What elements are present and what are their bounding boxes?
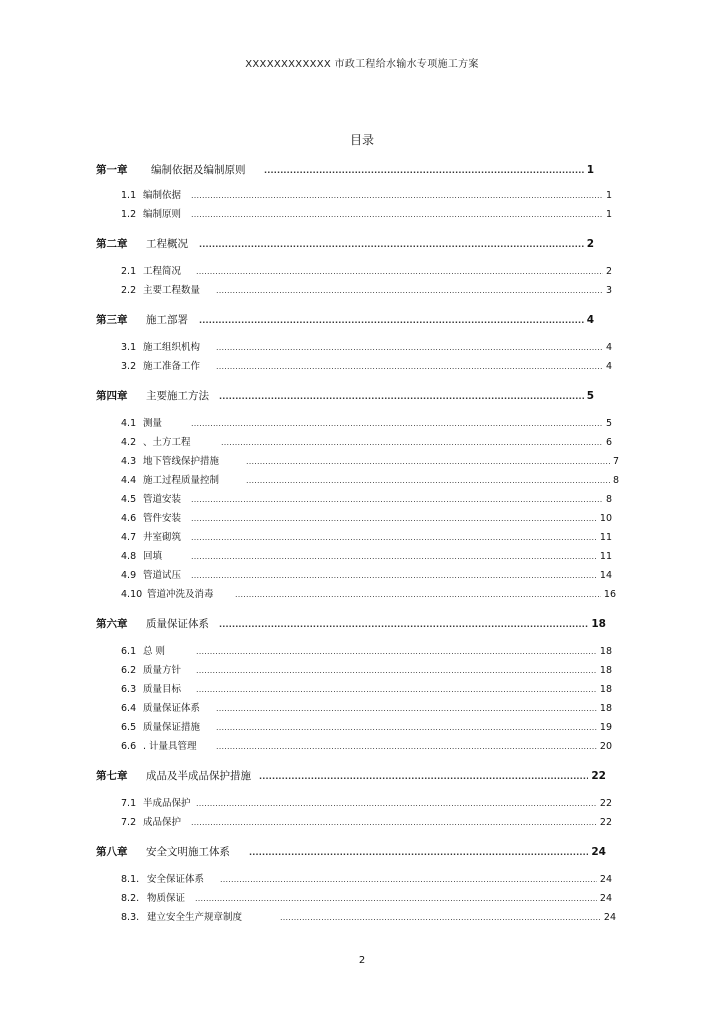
toc-section-entry[interactable] (121, 721, 612, 735)
dot-leader (216, 702, 597, 716)
toc-entry-number: 第一章 (96, 164, 128, 176)
toc-section-entry[interactable] (121, 702, 612, 716)
toc-entry-page: 22 (591, 770, 606, 782)
toc-section-entry[interactable] (121, 816, 612, 830)
toc-entry-label: 质量目标 (143, 684, 182, 695)
dot-leader (191, 550, 597, 564)
toc-section-entry[interactable] (121, 664, 612, 678)
toc-entry-number: 第六章 (96, 618, 128, 630)
toc-entry-label: 管道试压 (143, 570, 182, 581)
dot-leader (196, 683, 597, 697)
toc-entry-number: 4.3 (121, 456, 137, 467)
dot-leader (216, 740, 597, 754)
toc-section-entry[interactable] (121, 417, 612, 431)
toc-entry-label: 物质保证 (147, 893, 186, 904)
dot-leader (191, 189, 603, 203)
dot-leader (191, 569, 597, 583)
dot-leader (196, 645, 597, 659)
dot-leader (216, 341, 603, 355)
toc-entry-number: 8.1. (121, 874, 140, 885)
toc-entry-number: 8.2. (121, 893, 140, 904)
dot-leader (195, 892, 597, 906)
toc-entry-label: 主要工程数量 (143, 285, 201, 296)
toc-section-entry[interactable] (121, 873, 612, 887)
toc-section-entry[interactable] (121, 588, 616, 602)
toc-section-entry[interactable] (121, 683, 612, 697)
dot-leader (246, 455, 610, 469)
dot-leader (219, 618, 588, 632)
toc-entry-number: 4.7 (121, 532, 137, 543)
toc-section-entry[interactable] (121, 797, 612, 811)
dot-leader (259, 770, 588, 784)
dot-leader (191, 512, 597, 526)
toc-entry-page: 19 (599, 722, 612, 733)
dot-leader (191, 417, 603, 431)
toc-entry-number: 7.2 (121, 817, 137, 828)
toc-entry-label: 地下管线保护措施 (143, 456, 220, 467)
toc-entry-number: 4.2 (121, 437, 137, 448)
toc-section-entry[interactable] (121, 493, 612, 507)
dot-leader (249, 846, 588, 860)
toc-entry-number: 6.3 (121, 684, 137, 695)
toc-entry-label: 安全保证体系 (147, 874, 205, 885)
toc-entry-page: 5 (586, 390, 594, 402)
toc-chapter-entry[interactable] (96, 617, 606, 631)
dot-leader (191, 816, 597, 830)
toc-section-entry[interactable] (121, 911, 616, 925)
toc-entry-number: 第二章 (96, 238, 128, 250)
toc-entry-page: 5 (605, 418, 612, 429)
toc-entry-page: 18 (599, 646, 612, 657)
dot-leader (196, 265, 603, 279)
toc-section-entry[interactable] (121, 189, 612, 203)
dot-leader (280, 911, 601, 925)
toc-entry-label: 总 则 (143, 646, 166, 657)
toc-entry-number: 4.9 (121, 570, 137, 581)
toc-entry-number: 第三章 (96, 314, 128, 326)
toc-entry-label: 质量保证体系 (143, 703, 201, 714)
dot-leader (191, 531, 597, 545)
toc-entry-number: 2.2 (121, 285, 137, 296)
toc-entry-number: 第四章 (96, 390, 128, 402)
toc-entry-page: 3 (605, 285, 612, 296)
toc-entry-number: 3.2 (121, 361, 137, 372)
toc-entry-number: 1.2 (121, 209, 137, 220)
toc-entry-page: 18 (599, 703, 612, 714)
toc-entry-number: 4.5 (121, 494, 137, 505)
toc-entry-label: 安全文明施工体系 (146, 846, 230, 858)
dot-leader (219, 390, 584, 404)
toc-entry-label: 工程简况 (143, 266, 182, 277)
toc-entry-label: . 计量具管理 (143, 741, 197, 752)
dot-leader (196, 664, 597, 678)
toc-entry-label: 回填 (143, 551, 163, 562)
toc-chapter-entry[interactable] (96, 237, 594, 251)
toc-entry-label: 质量方针 (143, 665, 182, 676)
toc-entry-number: 4.8 (121, 551, 137, 562)
toc-entry-number: 6.4 (121, 703, 137, 714)
toc-entry-label: 编制依据 (143, 190, 182, 201)
toc-title: 目录 (349, 133, 374, 147)
toc-entry-number: 4.6 (121, 513, 137, 524)
toc-section-entry[interactable] (121, 455, 619, 469)
toc-entry-number: 3.1 (121, 342, 137, 353)
toc-entry-page: 16 (603, 589, 616, 600)
toc-entry-page: 4 (605, 342, 612, 353)
toc-chapter-entry[interactable] (96, 163, 594, 177)
dot-leader (216, 284, 603, 298)
toc-entry-label: 测量 (143, 418, 163, 429)
toc-entry-label: 管件安装 (143, 513, 182, 524)
toc-entry-page: 20 (599, 741, 612, 752)
toc-entry-number: 4.1 (121, 418, 137, 429)
toc-entry-number: 2.1 (121, 266, 137, 277)
dot-leader (191, 208, 603, 222)
toc-entry-page: 2 (605, 266, 612, 277)
dot-leader (221, 436, 603, 450)
toc-section-entry[interactable] (121, 341, 612, 355)
dot-leader (191, 493, 603, 507)
toc-entry-label: 编制依据及编制原则 (151, 164, 246, 176)
toc-entry-label: 井室砌筑 (143, 532, 182, 543)
toc-entry-page: 22 (599, 798, 612, 809)
toc-entry-number: 第八章 (96, 846, 128, 858)
toc-entry-label: 管道冲洗及消毒 (147, 589, 214, 600)
toc-section-entry[interactable] (121, 360, 612, 374)
toc-section-entry[interactable] (121, 265, 612, 279)
toc-entry-page: 18 (599, 684, 612, 695)
toc-entry-page: 24 (599, 893, 612, 904)
toc-entry-page: 24 (591, 846, 606, 858)
toc-entry-label: 施工过程质量控制 (143, 475, 220, 486)
toc-entry-page: 1 (586, 164, 594, 176)
toc-entry-number: 4.4 (121, 475, 137, 486)
toc-entry-page: 8 (612, 475, 619, 486)
toc-section-entry[interactable] (121, 474, 619, 488)
page-header: XXXXXXXXXXXX 市政工程给水输水专项施工方案 (245, 59, 479, 70)
toc-entry-label: 质量保证措施 (143, 722, 201, 733)
toc-entry-label: 建立安全生产规章制度 (147, 912, 243, 923)
toc-section-entry[interactable] (121, 436, 612, 450)
toc-section-entry[interactable] (121, 208, 612, 222)
toc-entry-page: 18 (599, 665, 612, 676)
toc-entry-page: 18 (591, 618, 606, 630)
toc-entry-page: 11 (599, 551, 612, 562)
toc-entry-page: 24 (599, 874, 612, 885)
dot-leader (196, 797, 597, 811)
toc-entry-label: 成品保护 (143, 817, 182, 828)
dot-leader (216, 721, 597, 735)
toc-entry-page: 4 (586, 314, 594, 326)
page-number: 2 (358, 955, 366, 966)
dot-leader (235, 588, 601, 602)
toc-entry-page: 1 (605, 209, 612, 220)
toc-section-entry[interactable] (121, 512, 612, 526)
toc-entry-number: 8.3. (121, 912, 140, 923)
dot-leader (220, 873, 597, 887)
toc-entry-page: 4 (605, 361, 612, 372)
toc-entry-number: 7.1 (121, 798, 137, 809)
toc-entry-label: 施工部署 (146, 314, 188, 326)
toc-entry-page: 10 (599, 513, 612, 524)
toc-entry-label: 、土方工程 (143, 437, 191, 448)
toc-entry-page: 22 (599, 817, 612, 828)
toc-entry-page: 24 (603, 912, 616, 923)
toc-entry-page: 7 (612, 456, 619, 467)
toc-section-entry[interactable] (121, 645, 612, 659)
toc-entry-number: 6.5 (121, 722, 137, 733)
toc-entry-number: 第七章 (96, 770, 128, 782)
toc-entry-number: 4.10 (121, 589, 143, 600)
toc-entry-label: 主要施工方法 (146, 390, 209, 402)
toc-entry-label: 施工准备工作 (143, 361, 201, 372)
toc-entry-page: 1 (605, 190, 612, 201)
toc-entry-label: 成品及半成品保护措施 (146, 770, 251, 782)
toc-entry-label: 半成品保护 (143, 798, 191, 809)
toc-chapter-entry[interactable] (96, 313, 594, 327)
toc-entry-label: 编制原则 (143, 209, 182, 220)
toc-chapter-entry[interactable] (96, 389, 594, 403)
toc-entry-number: 6.6 (121, 741, 137, 752)
toc-entry-page: 6 (605, 437, 612, 448)
toc-entry-page: 14 (599, 570, 612, 581)
toc-entry-label: 管道安装 (143, 494, 182, 505)
dot-leader (216, 360, 603, 374)
dot-leader (246, 474, 610, 488)
toc-section-entry[interactable] (121, 550, 612, 564)
dot-leader (199, 238, 584, 252)
toc-entry-label: 质量保证体系 (146, 618, 209, 630)
toc-section-entry[interactable] (121, 284, 612, 298)
dot-leader (264, 164, 584, 178)
toc-section-entry[interactable] (121, 569, 612, 583)
toc-entry-number: 6.2 (121, 665, 137, 676)
toc-chapter-entry[interactable] (96, 845, 606, 859)
toc-entry-number: 6.1 (121, 646, 137, 657)
toc-entry-page: 8 (605, 494, 612, 505)
toc-entry-number: 1.1 (121, 190, 137, 201)
toc-entry-label: 工程概况 (146, 238, 188, 250)
toc-entry-label: 施工组织机构 (143, 342, 201, 353)
toc-section-entry[interactable] (121, 531, 612, 545)
toc-section-entry[interactable] (121, 892, 612, 906)
dot-leader (199, 314, 584, 328)
toc-entry-page: 11 (599, 532, 612, 543)
toc-entry-page: 2 (586, 238, 594, 250)
toc-section-entry[interactable] (121, 740, 612, 754)
toc-chapter-entry[interactable] (96, 769, 606, 783)
